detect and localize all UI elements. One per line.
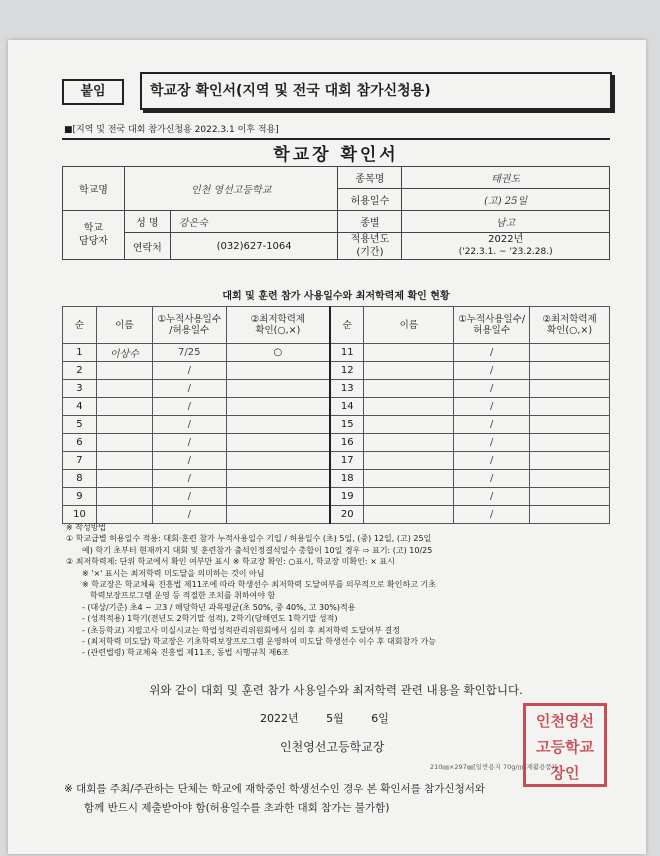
academic-check xyxy=(226,398,330,416)
row-number: 3 xyxy=(63,380,97,398)
table-row xyxy=(63,452,610,470)
table-row xyxy=(63,470,610,488)
col-days-right: ①누적사용일수/ 허용일수 xyxy=(454,307,530,344)
allowed-days-value: (고) 25일 xyxy=(402,189,610,211)
row-number: 16 xyxy=(330,434,364,452)
academic-check xyxy=(530,398,610,416)
table-row xyxy=(63,380,610,398)
academic-check: ○ xyxy=(226,344,330,362)
academic-check xyxy=(530,362,610,380)
days-used: 7/25 xyxy=(152,344,226,362)
table-row xyxy=(63,434,610,452)
info-table xyxy=(62,166,610,260)
days-used: / xyxy=(152,506,226,524)
academic-check xyxy=(226,434,330,452)
year-cell xyxy=(402,233,610,260)
paper-size-note: 210㎜×297㎜[일반용지 70g/㎡(재활용품)] xyxy=(430,763,557,771)
year-value: 2022년 xyxy=(488,234,524,245)
gender-value: 남고 xyxy=(402,211,610,233)
academic-check xyxy=(530,380,610,398)
row-number: 10 xyxy=(63,506,97,524)
days-used: / xyxy=(152,488,226,506)
student-name xyxy=(96,416,152,434)
academic-check xyxy=(226,416,330,434)
col-name: 이름 xyxy=(96,307,152,344)
days-used: / xyxy=(152,380,226,398)
row-number: 13 xyxy=(330,380,364,398)
attachment-badge: 붙임 xyxy=(62,79,124,105)
days-used: / xyxy=(152,416,226,434)
student-name xyxy=(96,362,152,380)
confirmation-text: 위와 같이 대회 및 훈련 참가 사용일수와 최저학력 관련 내용을 확인합니다. xyxy=(149,683,523,697)
manager-label: 학교 담당자 xyxy=(63,211,125,260)
row-number: 14 xyxy=(330,398,364,416)
days-used: / xyxy=(454,416,530,434)
row-number: 8 xyxy=(63,470,97,488)
instruction-line: - (초등학교) 지필고사 미실시교는 학업성적관리위원회에서 심의 후 최저학력 도달여부 결정 xyxy=(82,625,400,635)
table-row xyxy=(63,488,610,506)
student-name xyxy=(96,506,152,524)
event-value: 태권도 xyxy=(402,167,610,189)
instruction-line: 예) 학기 초부터 현재까지 대회 및 훈련참가 출석인정결석일수 총합이 10일 경우 ⇨ 표기: (고) 10/25 xyxy=(82,545,433,555)
student-name xyxy=(364,488,454,506)
row-number: 11 xyxy=(330,344,364,362)
days-used: / xyxy=(454,344,530,362)
date-month: 5월 xyxy=(326,712,344,725)
student-name xyxy=(364,470,454,488)
student-name xyxy=(364,344,454,362)
days-used: / xyxy=(454,398,530,416)
instruction-line: - (대상/기준) 초4 ~ 고3 / 해당학년 과목평균(초 50%, 중 40%, 고 30%)적용 xyxy=(82,602,356,612)
year-label: 적용년도 (기간) xyxy=(338,233,402,260)
page-title: 학교장 확인서 xyxy=(62,138,610,168)
row-number: 2 xyxy=(63,362,97,380)
bottom-note xyxy=(64,780,634,818)
student-name xyxy=(364,506,454,524)
days-used: / xyxy=(152,434,226,452)
date-year: 2022년 xyxy=(260,712,299,725)
student-name xyxy=(96,380,152,398)
row-number: 6 xyxy=(63,434,97,452)
col-days: ①누적사용일수 /허용일수 xyxy=(152,307,226,344)
event-label: 종목명 xyxy=(338,167,402,189)
days-used: / xyxy=(152,398,226,416)
instruction-line: - (관련법령) 학교체육 진흥법 제11조, 동법 시행규칙 제6조 xyxy=(82,648,290,658)
days-used: / xyxy=(454,362,530,380)
table-row xyxy=(63,362,610,380)
col-no-right: 순 xyxy=(330,307,364,344)
row-number: 19 xyxy=(330,488,364,506)
academic-check xyxy=(226,362,330,380)
applicability-note: ■[지역 및 전국 대회 참가신청용 2022.3.1 이후 적용] xyxy=(64,125,279,135)
academic-check xyxy=(530,506,610,524)
row-number: 7 xyxy=(63,452,97,470)
bottom-note-line: ※ 대회를 주최/주관하는 단체는 학교에 재학중인 학생선수인 경우 본 확인서를 참가신청서와 xyxy=(64,783,486,795)
col-check-right: ②최저학력제 확인(○,×) xyxy=(530,307,610,344)
row-number: 15 xyxy=(330,416,364,434)
allowed-days-label: 허용일수 xyxy=(338,189,402,211)
student-name xyxy=(364,434,454,452)
student-name xyxy=(364,416,454,434)
instructions xyxy=(66,522,626,659)
row-number: 12 xyxy=(330,362,364,380)
issue-date xyxy=(260,710,413,726)
days-used: / xyxy=(454,380,530,398)
student-name xyxy=(96,488,152,506)
gender-label: 종별 xyxy=(338,211,402,233)
row-number: 17 xyxy=(330,452,364,470)
name-value: 강은숙 xyxy=(170,211,338,233)
instruction-line: ② 최저학력제: 단위 학교에서 확인 여부만 표시 ※ 학교장 확인: ○표시, 학교장 미확인: × 표시 xyxy=(66,557,395,567)
days-used: / xyxy=(152,470,226,488)
row-number: 5 xyxy=(63,416,97,434)
grid-header-row xyxy=(63,307,610,344)
table-row xyxy=(63,416,610,434)
instruction-line: - (최저학력 미도달) 학교장은 기초학력보장프로그램 운영하여 미도달 학생선수 이수 후 대회참가 가능 xyxy=(82,637,436,647)
principal-signature: 인천영선고등학교장 xyxy=(280,740,385,754)
academic-check xyxy=(226,380,330,398)
academic-check xyxy=(226,452,330,470)
academic-check xyxy=(530,416,610,434)
student-name xyxy=(364,398,454,416)
grid-body xyxy=(63,344,610,524)
header xyxy=(62,68,612,114)
seal-line: 장인 xyxy=(550,764,580,782)
bottom-note-line: 함께 반드시 제출받아야 함(허용일수를 초과한 대회 참가는 불가함) xyxy=(84,802,390,814)
instruction-line: ※ 학교장은 학교체육 진흥법 제11조에 따라 학생선수 최저학력 도달여부를 의무적으로 확인하고 기초 xyxy=(82,580,436,590)
row-number: 20 xyxy=(330,506,364,524)
academic-check xyxy=(530,488,610,506)
col-check: ②최저학력제 확인(○,×) xyxy=(226,307,330,344)
header-title: 학교장 확인서(지역 및 전국 대회 참가신청용) xyxy=(140,72,612,110)
name-label: 성 명 xyxy=(124,211,170,233)
instructions-heading: ※ 작성방법 xyxy=(66,523,107,532)
contact-label: 연락처 xyxy=(124,233,170,260)
row-number: 1 xyxy=(63,344,97,362)
student-name xyxy=(96,470,152,488)
days-used: / xyxy=(152,362,226,380)
student-name xyxy=(364,362,454,380)
seal-line: 인천영선 xyxy=(536,712,594,730)
academic-check xyxy=(530,434,610,452)
days-used: / xyxy=(454,488,530,506)
school-label: 학교명 xyxy=(63,167,125,211)
days-used: / xyxy=(152,452,226,470)
instruction-line: ① 학교급별 허용일수 적용: 대회·훈련 참가 누적사용일수 기입 / 허용일수 (초) 5일, (중) 12일, (고) 25일 xyxy=(66,534,432,544)
seal-line: 고등학교 xyxy=(536,738,594,756)
academic-check xyxy=(530,344,610,362)
col-name-right: 이름 xyxy=(364,307,454,344)
student-name: 이상수 xyxy=(96,344,152,362)
academic-check xyxy=(530,452,610,470)
student-name xyxy=(364,380,454,398)
instruction-line: 학력보장프로그램 운영 등 적절한 조치를 취하여야 함 xyxy=(90,591,276,601)
days-used: / xyxy=(454,506,530,524)
student-grid xyxy=(62,306,610,524)
row-number: 18 xyxy=(330,470,364,488)
table-row xyxy=(63,398,610,416)
days-used: / xyxy=(454,434,530,452)
instruction-line: - (성적적용) 1학기(전년도 2학기말 성적), 2학기(당해연도 1학기말 성적) xyxy=(82,614,338,624)
student-name xyxy=(364,452,454,470)
col-no: 순 xyxy=(63,307,97,344)
student-name xyxy=(96,452,152,470)
academic-check xyxy=(226,488,330,506)
student-name xyxy=(96,398,152,416)
official-seal xyxy=(523,703,607,787)
academic-check xyxy=(226,506,330,524)
table-row xyxy=(63,506,610,524)
table-row xyxy=(63,344,610,362)
row-number: 4 xyxy=(63,398,97,416)
academic-check xyxy=(530,470,610,488)
student-name xyxy=(96,434,152,452)
academic-check xyxy=(226,470,330,488)
row-number: 9 xyxy=(63,488,97,506)
period-value: ('22.3.1. ~ '23.2.28.) xyxy=(458,247,553,257)
days-used: / xyxy=(454,470,530,488)
days-used: / xyxy=(454,452,530,470)
date-day: 6일 xyxy=(371,712,389,725)
instruction-line: ※ '×' 표시는 최저학력 미도달을 의미하는 것이 아님 xyxy=(82,568,265,578)
school-name: 인천 영선고등학교 xyxy=(124,167,338,211)
contact-value: (032)627-1064 xyxy=(170,233,338,260)
section-subtitle: 대회 및 훈련 참가 사용일수와 최저학력제 확인 현황 xyxy=(222,291,450,302)
